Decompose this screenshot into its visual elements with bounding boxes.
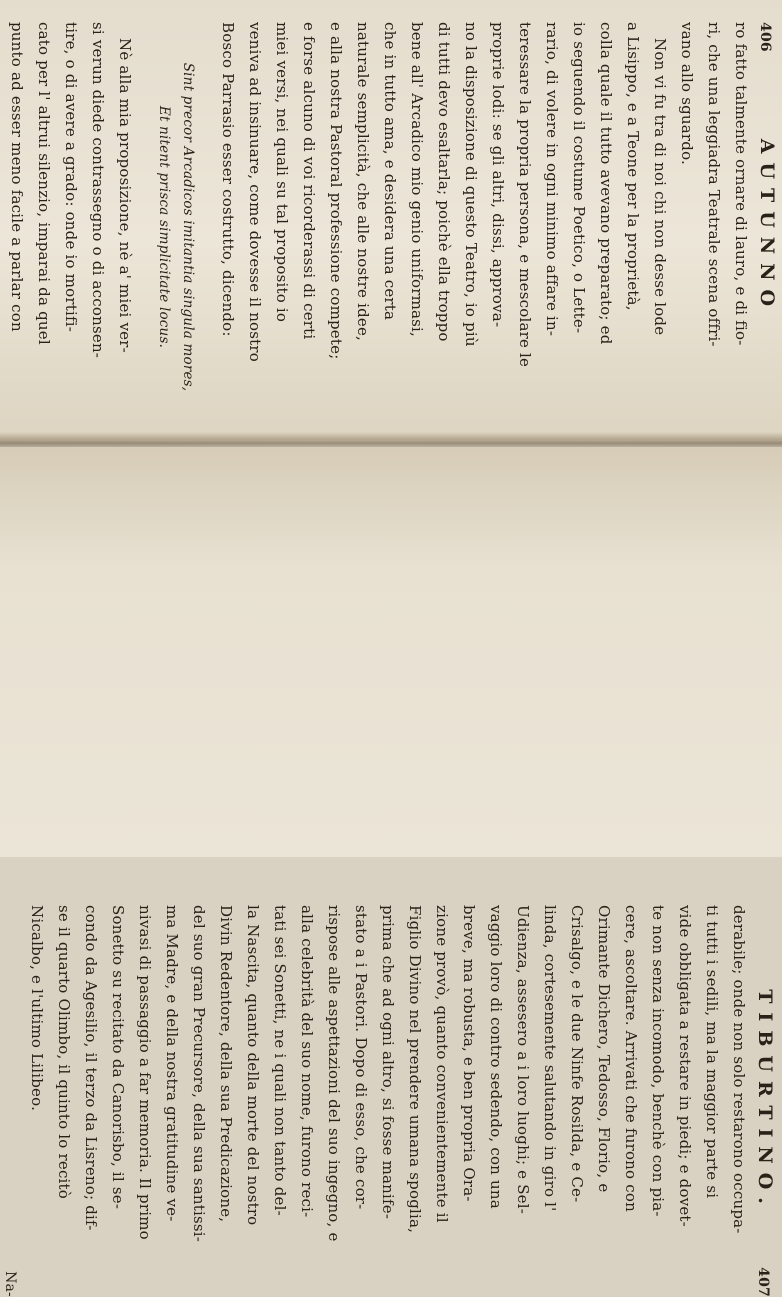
paragraph-opening — [673, 22, 754, 432]
running-head — [754, 22, 780, 432]
text-line: alla celebrità del suo nome, furono reci- — [298, 905, 316, 1218]
text-line: Nicalbo, e l'ultimo Lilibeo. — [28, 905, 46, 1112]
text-line: Bosco Parrasio esser costrutto, dicendo: — [219, 22, 237, 337]
page-number: 406 — [757, 22, 773, 52]
text-line: veniva ad insinuare, come dovesse il nostro — [246, 22, 264, 363]
right-page — [0, 447, 782, 1297]
text-line: e forse alcuno di voi ricorderassi di certi — [300, 22, 318, 340]
text-line: la Nascita, quanto della morte del nostro — [244, 905, 262, 1226]
text-line: Figlio Divino nel prendere umana spoglia, — [406, 905, 424, 1234]
text-line: Sonetto su recitato da Canorisbo, il se- — [109, 905, 127, 1210]
text-line: miei versi, nei quali su tal proposito io — [273, 22, 291, 323]
text-line: Non vi fu tra di noi chi non desse lode — [651, 38, 669, 336]
text-line: Divin Redentore, della sua Predicazione, — [217, 905, 235, 1223]
right-page-text — [2, 905, 778, 1297]
text-line: teressare la propria persona, e mescolare le — [516, 22, 534, 368]
paragraph-proposizione — [0, 22, 138, 432]
text-line: bene all' Arcadico mio genio uniformasi, — [408, 22, 426, 338]
text-line: io seguendo il costume Poetico, o Lette- — [570, 22, 588, 334]
text-line: zione provò, quanto convenientemente il — [433, 905, 451, 1223]
paragraph-udienza — [23, 905, 752, 1297]
text-line: ti tutti i sedili, ma la maggior parte si — [703, 905, 721, 1199]
text-line: stato a i Pastori. Dopo di esso, che cor- — [352, 905, 370, 1210]
text-line: tati sei Sonetti, ne i quali non tanto del- — [271, 905, 289, 1216]
paragraph-lode — [214, 22, 673, 432]
left-page-text — [8, 22, 780, 432]
text-line: te non senza incomodo, benchè con pia- — [649, 905, 667, 1217]
text-line: e alla nostra Pastoral professione compete; — [327, 22, 345, 360]
text-line: Udienza, assesero a i loro luoghi; e Sel- — [514, 905, 532, 1215]
text-line: condo da Agesilio, il terzo da Lisreno; dif- — [82, 905, 100, 1231]
text-line: derabile; onde non solo restarono occupa- — [730, 905, 748, 1234]
running-head — [752, 905, 778, 1297]
text-line: proprie lodi: se gli altri, dissi, approva- — [489, 22, 507, 328]
text-line: di tutti devo esaltarla; poichè ella troppo — [435, 22, 453, 342]
text-line: rario, di volere in ogni minimo affare in- — [543, 22, 561, 337]
catchword: Na- — [2, 1271, 18, 1297]
text-line: che in tutto ama, e desidera una certa — [381, 22, 399, 321]
running-head-title: TIBURTINO. — [754, 989, 776, 1213]
motto-line: Sint precor Arcadicos imitantia singula mores, — [180, 62, 196, 392]
text-line: naturale semplicità, che alle nostre idee, — [354, 22, 372, 341]
left-page — [0, 0, 782, 440]
page-number: 407 — [755, 1267, 771, 1297]
text-line: a Lisippo, e a Teone per la proprietà, — [624, 22, 642, 311]
running-head-title: AUTUNNO — [756, 138, 778, 316]
text-line: ma Madre, e della nostra gratitudine ve- — [163, 905, 181, 1222]
text-line: Nè alla mia proposizione, nè a' miei ver- — [116, 38, 134, 353]
motto-line: Et nitent prisca simplicitate locus. — [156, 105, 172, 349]
text-line — [0, 22, 3, 432]
text-line: breve, ma robusta, e ben propria Ora- — [460, 905, 478, 1202]
text-line: nivasi di passaggio a far memoria. Il primo — [136, 905, 154, 1240]
text-line: se il quarto Olimbo, il quinto lo recitò — [55, 905, 73, 1200]
text-line: tire, o di avere a grado: onde io mortifi- — [62, 22, 80, 332]
text-line: Orimante Dichero, Tedosso, Florio, e — [595, 905, 613, 1193]
text-line: cato per l' altrui silenzio, imparai da quel — [35, 22, 53, 345]
text-line: vaggio loro di contro sedendo, con una — [487, 905, 505, 1209]
text-line: vide obbligata a restare in piedi; e dovet- — [676, 905, 694, 1227]
text-line: del suo gran Precursore, della sua santissi- — [190, 905, 208, 1243]
text-line: ro fatto talmente ornare di lauro, e di fio- — [732, 22, 750, 346]
text-line: cere, ascoltare. Arrivati che furono con — [622, 905, 640, 1212]
text-line: no la disposizione di questo Teatro, io più — [462, 22, 480, 347]
text-line: colla quale il tutto avevano preparato; ed — [597, 22, 615, 345]
latin-motto — [152, 22, 200, 432]
text-line: vano allo sguardo. — [678, 22, 696, 166]
text-line: punto ad esser meno facile a parlar con — [8, 22, 26, 332]
text-line: ri, che una leggiadra Teatrale scena offri- — [705, 22, 723, 347]
text-line: linda, cortesemente salutando in giro l' — [541, 905, 559, 1212]
text-line: si verun diede contrassegno o di acconsen- — [89, 22, 107, 359]
text-line: rispose alle aspettazioni del suo ingegno, e — [325, 905, 343, 1242]
text-line: Crisalgo, e le due Ninfe Rosilda, e Ce- — [568, 905, 586, 1203]
text-line: prima che ad ogni altro, si fosse manife- — [379, 905, 397, 1220]
